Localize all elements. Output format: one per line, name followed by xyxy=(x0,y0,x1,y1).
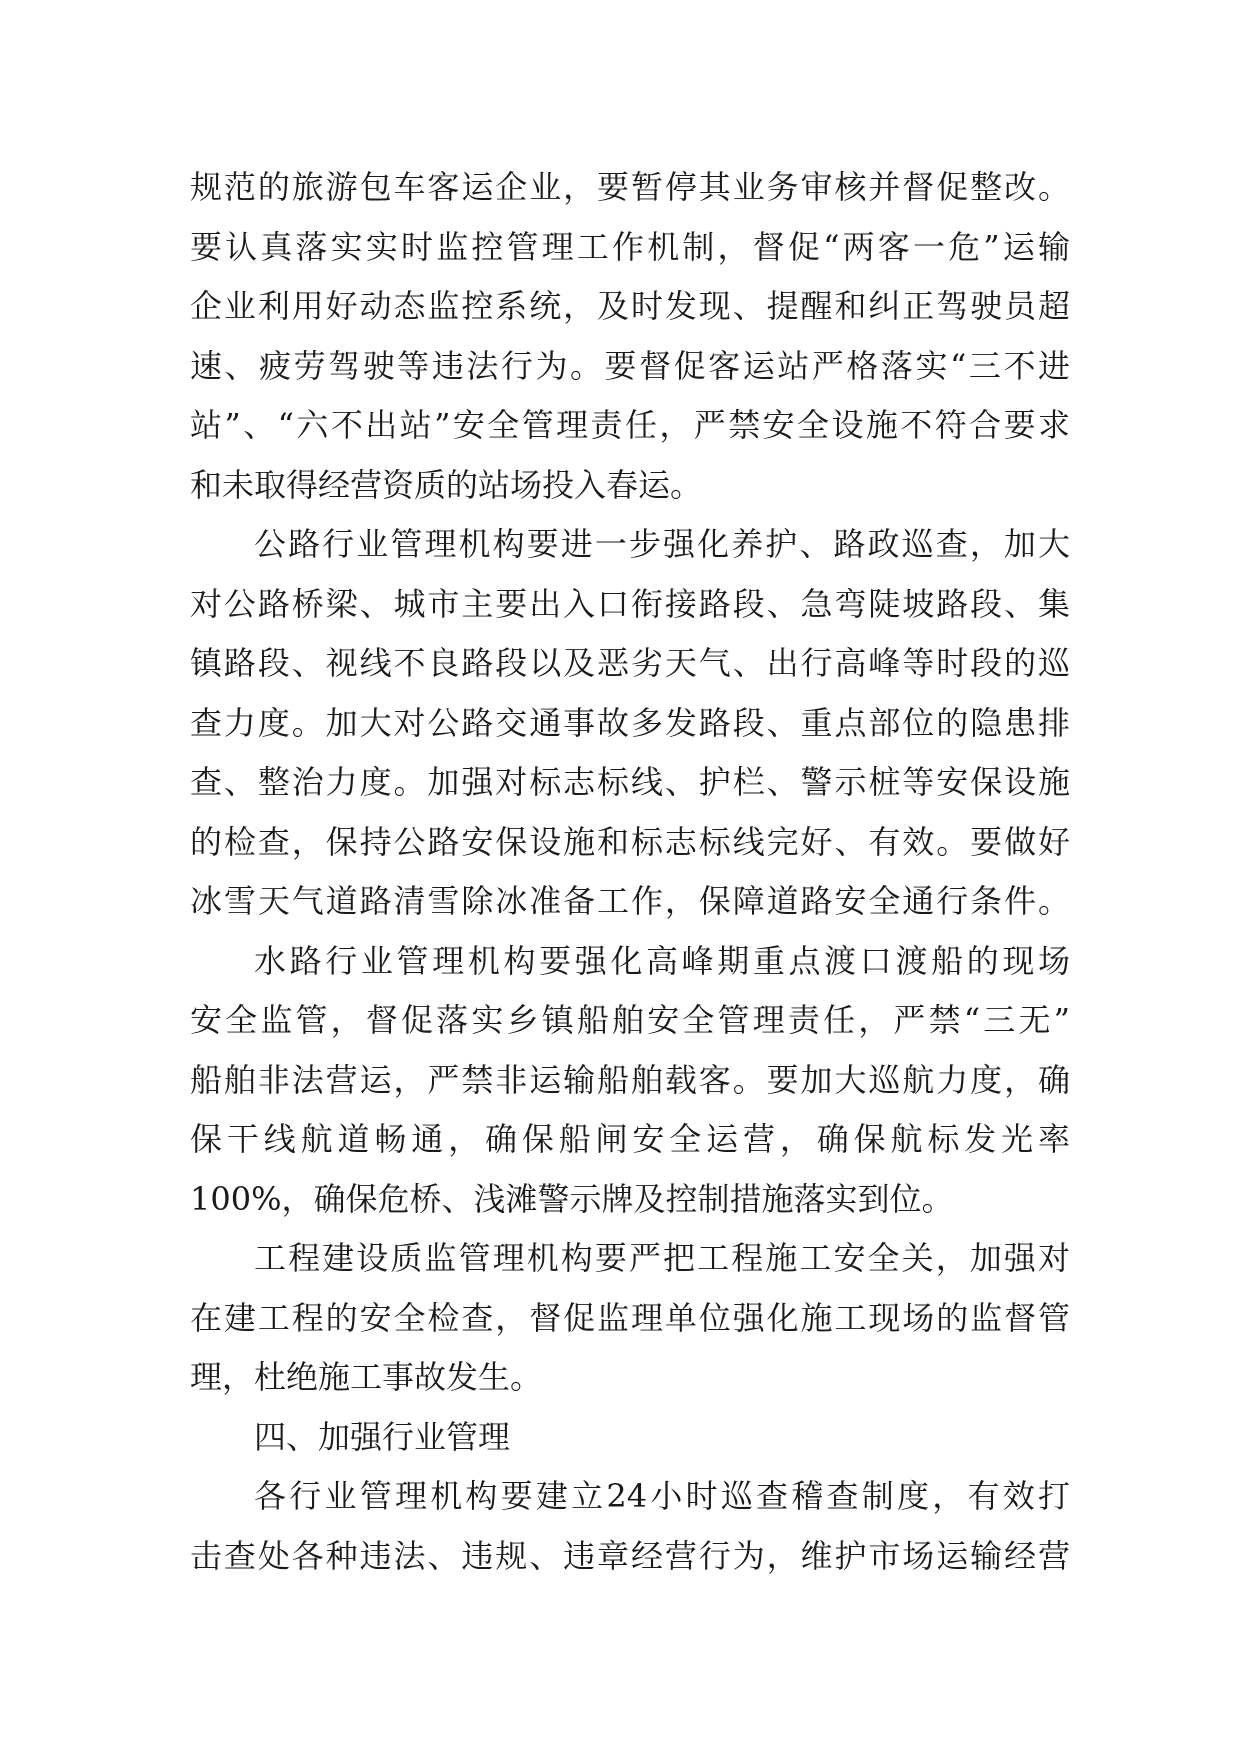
text-line: 企业利用好动态监控系统，及时发现、提醒和纠正驾驶员超 xyxy=(190,287,1070,325)
text-line: 的检查，保持公路安保设施和标志标线完好、有效。要做好 xyxy=(190,822,1070,861)
text-line: 保干线航道畅通，确保船闸安全运营，确保航标发光率 xyxy=(190,1120,1070,1158)
text-line: 冰雪天气道路清雪除冰准备工作，保障道路安全通行条件。 xyxy=(190,882,1070,920)
text-line: 查、整治力度。加强对标志标线、护栏、警示桩等安保设施 xyxy=(190,763,1070,801)
section-heading: 四、加强行业管理 xyxy=(254,1417,511,1456)
paragraph-start-line: 公路行业管理机构要进一步强化养护、路政巡查，加大 xyxy=(254,525,1070,563)
paragraph-start-line: 各行业管理机构要建立24小时巡查稽查制度，有效打 xyxy=(254,1477,1070,1515)
document-body xyxy=(190,158,1070,1586)
text-line: 规范的旅游包车客运企业，要暂停其业务审核并督促整改。 xyxy=(190,168,1070,206)
paragraph-start-line: 工程建设质监管理机构要严把工程施工安全关，加强对 xyxy=(254,1239,1070,1277)
text-line: 镇路段、视线不良路段以及恶劣天气、出行高峰等时段的巡 xyxy=(190,644,1070,682)
text-line: 安全监管，督促落实乡镇船舶安全管理责任，严禁“三无” xyxy=(190,1001,1070,1039)
text-line: 在建工程的安全检查，督促监理单位强化施工现场的监督管 xyxy=(190,1298,1070,1337)
text-line: 船舶非法营运，严禁非运输船舶载客。要加大巡航力度，确 xyxy=(190,1060,1070,1099)
paragraph-start-line: 水路行业管理机构要强化高峰期重点渡口渡船的现场 xyxy=(254,941,1070,980)
text-line: 击查处各种违法、违规、违章经营行为，维护市场运输经营 xyxy=(190,1536,1070,1575)
text-line: 速、疲劳驾驶等违法行为。要督促客运站严格落实“三不进 xyxy=(190,346,1070,385)
text-line: 要认真落实实时监控管理工作机制，督促“两客一危”运输 xyxy=(190,227,1070,266)
text-line: 100%，确保危桥、浅滩警示牌及控制措施落实到位。 xyxy=(190,1179,954,1218)
text-line: 查力度。加大对公路交通事故多发路段、重点部位的隐患排 xyxy=(190,703,1070,742)
text-line: 对公路桥梁、城市主要出入口衔接路段、急弯陡坡路段、集 xyxy=(190,584,1070,623)
text-line: 理，杜绝施工事故发生。 xyxy=(190,1358,543,1396)
text-line: 和未取得经营资质的站场投入春运。 xyxy=(190,465,703,504)
text-line: 站”、“六不出站”安全管理责任，严禁安全设施不符合要求 xyxy=(190,406,1070,444)
